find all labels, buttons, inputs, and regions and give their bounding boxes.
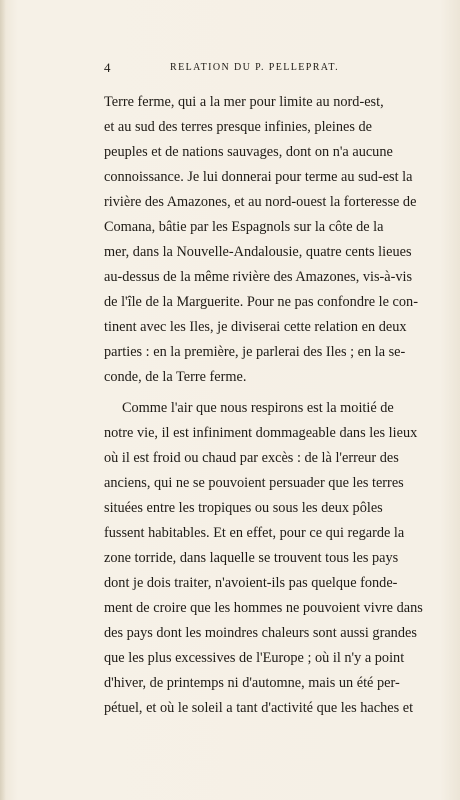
text-line: pétuel, et où le soleil a tant d'activité que les haches et	[104, 700, 414, 716]
page-number: 4	[104, 60, 111, 75]
text-line: notre vie, il est infiniment dommageable dans les lieux	[104, 425, 418, 441]
body-text	[104, 90, 423, 721]
text-line: mer, dans la Nouvelle-Andalousie, quatre cents lieues	[104, 244, 412, 260]
text-line: fussent habitables. Et en effet, pour ce qui regarde la	[104, 525, 405, 541]
text-line: et au sud des terres presque infinies, pleines de	[104, 119, 372, 135]
text-line: que les plus excessives de l'Europe ; où il n'y a point	[104, 650, 405, 666]
text-line: Comme l'air que nous respirons est la moitié de	[122, 400, 394, 416]
text-line: Comana, bâtie par les Espagnols sur la côte de la	[104, 219, 384, 235]
text-line: connoissance. Je lui donnerai pour terme au sud-est la	[104, 169, 413, 185]
text-line: situées entre les tropiques ou sous les deux pôles	[104, 500, 383, 516]
text-line: d'hiver, de printemps ni d'automne, mais un été per-	[104, 675, 400, 691]
running-head: RELATION DU P. PELLEPRAT.	[170, 62, 339, 73]
text-line: anciens, qui ne se pouvoient persuader que les terres	[104, 475, 404, 491]
text-line: zone torride, dans laquelle se trouvent tous les pays	[104, 550, 399, 566]
text-line: dont je dois traiter, n'avoient-ils pas quelque fonde-	[104, 575, 398, 591]
text-line: au-dessus de la même rivière des Amazones, vis-à-vis	[104, 269, 413, 285]
text-line: rivière des Amazones, et au nord-ouest la forteresse de	[104, 194, 417, 210]
text-line: ment de croire que les hommes ne pouvoient vivre dans	[104, 600, 423, 616]
paragraph-1	[104, 90, 418, 390]
page-gutter	[0, 0, 6, 800]
text-line: peuples et de nations sauvages, dont on n'a aucune	[104, 144, 393, 160]
text-line: Terre ferme, qui a la mer pour limite au nord-est,	[104, 94, 384, 110]
text-line: des pays dont les moindres chaleurs sont aussi grandes	[104, 625, 417, 641]
text-line: tinent avec les Iles, je diviserai cette relation en deux	[104, 319, 407, 335]
text-line: où il est froid ou chaud par excès : de là l'erreur des	[104, 450, 399, 466]
text-line: parties : en la première, je parlerai des Iles ; en la se-	[104, 344, 406, 360]
paragraph-2	[104, 396, 423, 721]
page-header	[104, 60, 360, 80]
text-line: de l'île de la Marguerite. Pour ne pas confondre le con-	[104, 294, 418, 310]
text-line: conde, de la Terre ferme.	[104, 369, 247, 385]
